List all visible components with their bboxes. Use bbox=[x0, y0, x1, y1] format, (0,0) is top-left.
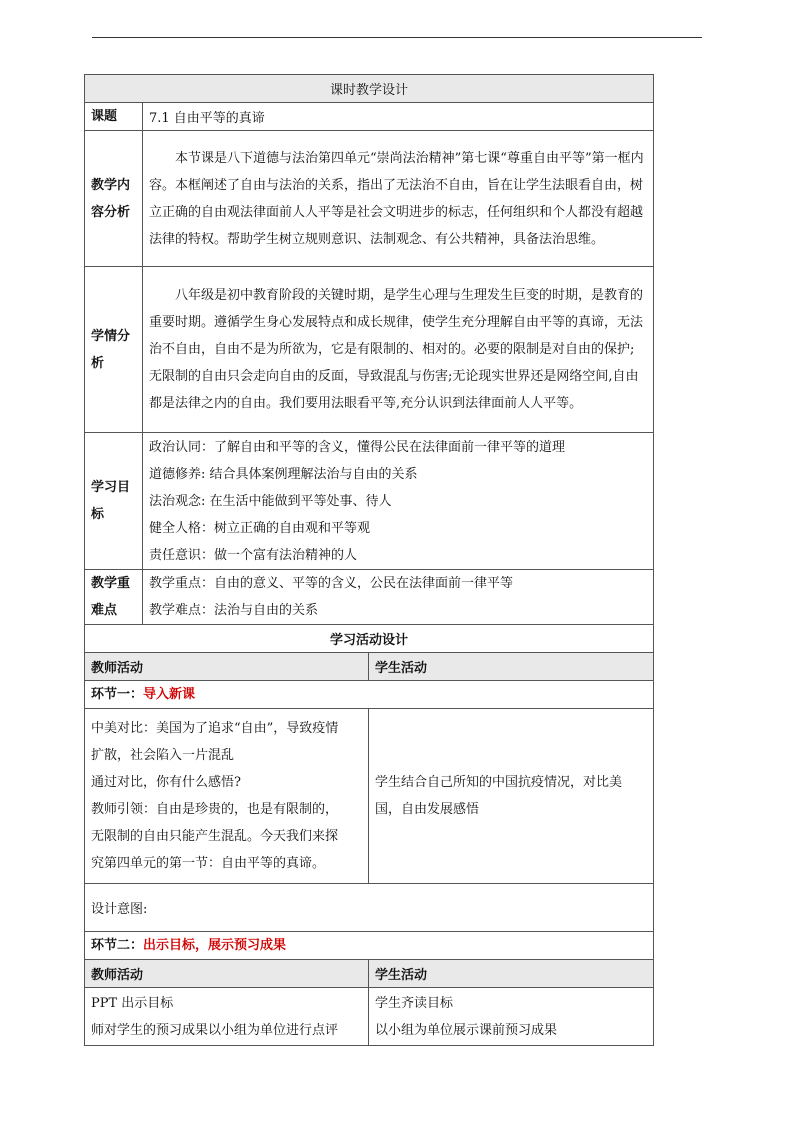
teacher-activity-header: 教师活动 bbox=[85, 653, 369, 681]
section1-student-activity bbox=[369, 709, 654, 884]
objectives-label: 学习目标 bbox=[85, 433, 143, 570]
section2-name: 出示目标，展示预习成果 bbox=[143, 938, 287, 953]
lesson-label: 课题 bbox=[85, 103, 143, 131]
section1-intent-row bbox=[85, 884, 654, 932]
student-analysis-row bbox=[85, 267, 654, 433]
key-points-list bbox=[143, 570, 654, 625]
section2-title-row bbox=[85, 932, 654, 960]
page-header-rule bbox=[92, 37, 702, 38]
student-activity-line: 学生结合自己所知的中国抗疫情况，对比美 bbox=[375, 775, 623, 790]
objective-item: 责任意识：做一个富有法治精神的人 bbox=[149, 547, 358, 563]
section2-teacher-header: 教师活动 bbox=[85, 960, 369, 988]
teacher-activity-line: 中美对比：美国为了追求“自由”，导致疫情 bbox=[91, 721, 339, 736]
title-row bbox=[85, 75, 654, 103]
section2-title bbox=[85, 932, 654, 960]
student-analysis-text: 八年级是初中教育阶段的关键时期，是学生心理与生理发生巨变的时期，是教育的重要时期。遵循学生身心发展特点和成长规律，使学生充分理解自由平等的真谛，无法治不自由，自由不是为所欲为，它是有限制的、相对的。必要的限制是对自由的保护;无限制的自由只会走向自由的反面，导致混乱与伤害;无论现实世界还是网络空间,自由都是法律之内的自由。我们要用法眼看平等,充分认识到法律面前人人平等。 bbox=[143, 267, 654, 433]
section1-activity-row bbox=[85, 709, 654, 884]
key-point-item: 教学难点：法治与自由的关系 bbox=[149, 603, 319, 618]
lesson-row bbox=[85, 103, 654, 131]
section1-teacher-activity bbox=[85, 709, 369, 884]
student-analysis-label: 学情分析 bbox=[85, 267, 143, 433]
section1-title-row bbox=[85, 681, 654, 709]
objective-item: 健全人格：树立正确的自由观和平等观 bbox=[149, 520, 371, 536]
section2-header-row bbox=[85, 960, 654, 988]
teacher-activity-line: 教师引领：自由是珍贵的，也是有限制的， bbox=[91, 802, 339, 817]
key-points-row bbox=[85, 570, 654, 625]
teacher-activity-line: 无限制的自由只能产生混乱。今天我们来探 bbox=[91, 829, 339, 844]
teacher-activity-line: 扩散，社会陷入一片混乱 bbox=[91, 748, 235, 763]
activity-header-row bbox=[85, 653, 654, 681]
teacher-activity-line: 究第四单元的第一节：自由平等的真谛。 bbox=[91, 856, 326, 871]
objectives-list bbox=[143, 433, 654, 570]
activity-design-row bbox=[85, 625, 654, 653]
key-points-label: 教学重难点 bbox=[85, 570, 143, 625]
key-point-item: 教学重点：自由的意义、平等的含义，公民在法律面前一律平等 bbox=[149, 576, 514, 591]
section1-title bbox=[85, 681, 654, 709]
student-activity-line: 学生齐读目标 bbox=[375, 995, 454, 1011]
section1-prefix: 环节一： bbox=[91, 687, 144, 702]
lesson-plan-table bbox=[84, 74, 654, 1046]
lesson-value: 7.1 自由平等的真谛 bbox=[143, 103, 654, 131]
objectives-row bbox=[85, 433, 654, 570]
teacher-activity-line: 师对学生的预习成果以小组为单位进行点评 bbox=[91, 1022, 339, 1038]
design-intent-label: 设计意图: bbox=[85, 884, 654, 932]
teacher-activity-line: 通过对比，你有什么感悟? bbox=[91, 775, 241, 790]
table-title: 课时教学设计 bbox=[85, 75, 654, 103]
section2-activity-row bbox=[85, 988, 654, 1046]
teacher-activity-line: PPT 出示目标 bbox=[91, 995, 174, 1011]
student-activity-header: 学生活动 bbox=[369, 653, 654, 681]
activity-design-title: 学习活动设计 bbox=[85, 625, 654, 653]
objective-item: 政治认同：了解自由和平等的含义，懂得公民在法律面前一律平等的道理 bbox=[149, 439, 566, 455]
student-activity-line: 国，自由发展感悟 bbox=[375, 802, 480, 817]
objective-item: 法治观念: 在生活中能做到平等处事、待人 bbox=[149, 493, 392, 509]
student-activity-line: 以小组为单位展示课前预习成果 bbox=[375, 1022, 558, 1038]
content-analysis-label: 教学内容分析 bbox=[85, 131, 143, 267]
objective-item: 道德修养: 结合具体案例理解法治与自由的关系 bbox=[149, 466, 418, 482]
section2-student-activity bbox=[369, 988, 654, 1046]
section2-student-header: 学生活动 bbox=[369, 960, 654, 988]
section2-teacher-activity bbox=[85, 988, 369, 1046]
section1-name: 导入新课 bbox=[143, 687, 196, 702]
section2-prefix: 环节二： bbox=[91, 938, 144, 953]
content-analysis-text: 本节课是八下道德与法治第四单元“崇尚法治精神”第七课“尊重自由平等”第一框内容。本框阐述了自由与法治的关系，指出了无法治不自由，旨在让学生法眼看自由，树立正确的自由观法律面前人人平等是社会文明进步的标志，任何组织和个人都没有超越法律的特权。帮助学生树立规则意识、法制观念、有公共精神，具备法治思维。 bbox=[143, 131, 654, 267]
content-analysis-row bbox=[85, 131, 654, 267]
